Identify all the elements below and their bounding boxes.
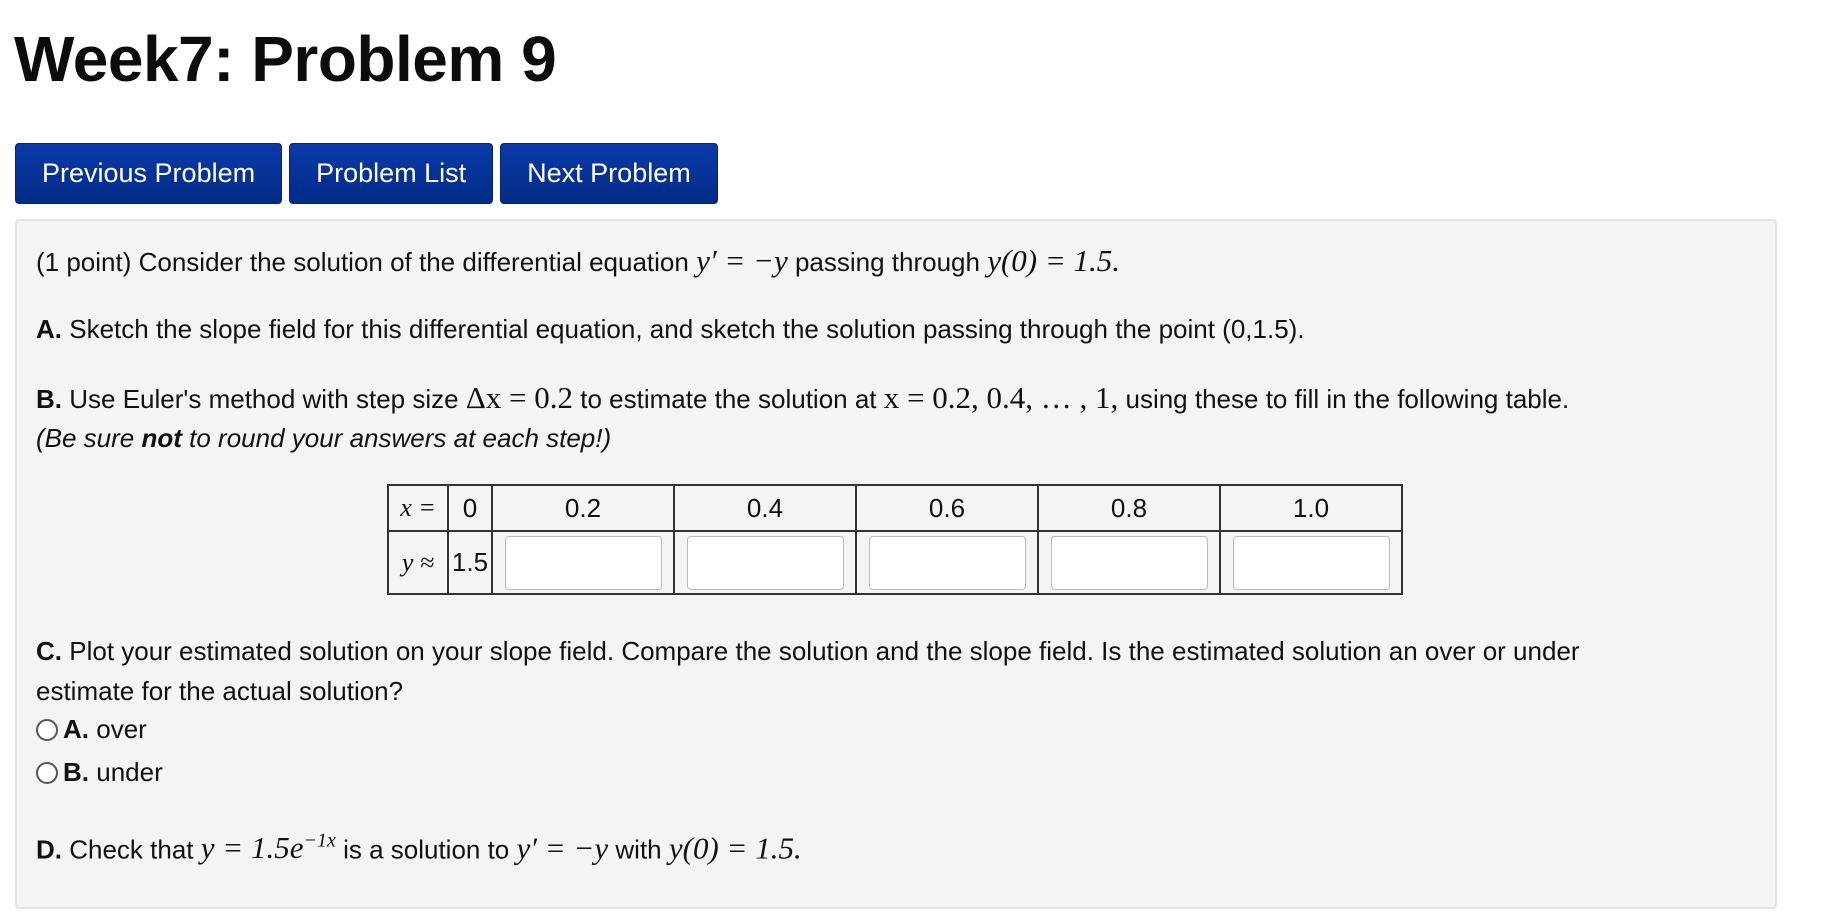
option-under[interactable]: B. under bbox=[36, 757, 163, 788]
initial-condition: y(0) = 1.5. bbox=[668, 830, 802, 866]
part-d: D. Check that $y = 1.5e^{-1x}$ is a solution to y′ = −y with y(0) = 1.5. bbox=[36, 830, 802, 866]
intro-equation: y′ = −y bbox=[696, 243, 788, 278]
problem-body bbox=[15, 219, 1777, 909]
y-answer-input-0.4[interactable] bbox=[687, 536, 844, 590]
radio-button[interactable] bbox=[36, 719, 58, 741]
y-answer-input-0.2[interactable] bbox=[505, 536, 662, 590]
problem-list-button[interactable]: Problem List bbox=[289, 143, 493, 204]
x-cell: 0.6 bbox=[856, 485, 1038, 531]
part-c: C. Plot your estimated solution on your slope field. Compare the solution and the slope field. Is the estimated solution an over or under bbox=[36, 636, 1580, 666]
x-cell: 0.2 bbox=[492, 485, 674, 531]
problem-nav bbox=[15, 143, 718, 204]
x-row bbox=[388, 485, 1402, 531]
de-equation: y′ = −y bbox=[516, 830, 609, 866]
y-answer-input-1.0[interactable] bbox=[1233, 536, 1390, 590]
x-values: x = 0.2, 0.4, … , 1, bbox=[883, 380, 1119, 415]
y-row bbox=[388, 531, 1402, 594]
part-a: A. Sketch the slope field for this differential equation, and sketch the solution passing through the point (0,1.5). bbox=[36, 314, 1305, 344]
page-title: Week7: Problem 9 bbox=[14, 23, 557, 95]
y-answer-input-0.6[interactable] bbox=[869, 536, 1026, 590]
x-cell: 0.4 bbox=[674, 485, 856, 531]
euler-table bbox=[387, 484, 1403, 595]
step-size: Δx = 0.2 bbox=[465, 380, 573, 415]
problem-intro: (1 point) Consider the solution of the differential equation y′ = −y passing through y(0) = 1.5. bbox=[36, 243, 1121, 278]
part-b: B. Use Euler's method with step size Δx = 0.2 to estimate the solution at x = 0.2, 0.4, … , 1, using these to fill in the following table. bbox=[36, 380, 1570, 415]
intro-initial-condition: y(0) = 1.5. bbox=[987, 243, 1121, 278]
radio-button[interactable] bbox=[36, 762, 58, 784]
previous-problem-button[interactable]: Previous Problem bbox=[15, 143, 282, 204]
x-label: x = bbox=[388, 485, 448, 531]
part-c-cont: estimate for the actual solution? bbox=[36, 676, 404, 706]
solution-equation: $y = 1.5e^{-1x}$ bbox=[200, 830, 336, 866]
y-label: y ≈ bbox=[388, 531, 448, 594]
y-answer-input-0.8[interactable] bbox=[1051, 536, 1208, 590]
part-b-note: (Be sure not to round your answers at each step!) bbox=[36, 423, 612, 453]
x-cell: 1.0 bbox=[1220, 485, 1402, 531]
x0-cell: 0 bbox=[448, 485, 492, 531]
x-cell: 0.8 bbox=[1038, 485, 1220, 531]
next-problem-button[interactable]: Next Problem bbox=[500, 143, 718, 204]
option-over[interactable]: A. over bbox=[36, 714, 147, 745]
y0-cell: 1.5 bbox=[448, 531, 492, 594]
